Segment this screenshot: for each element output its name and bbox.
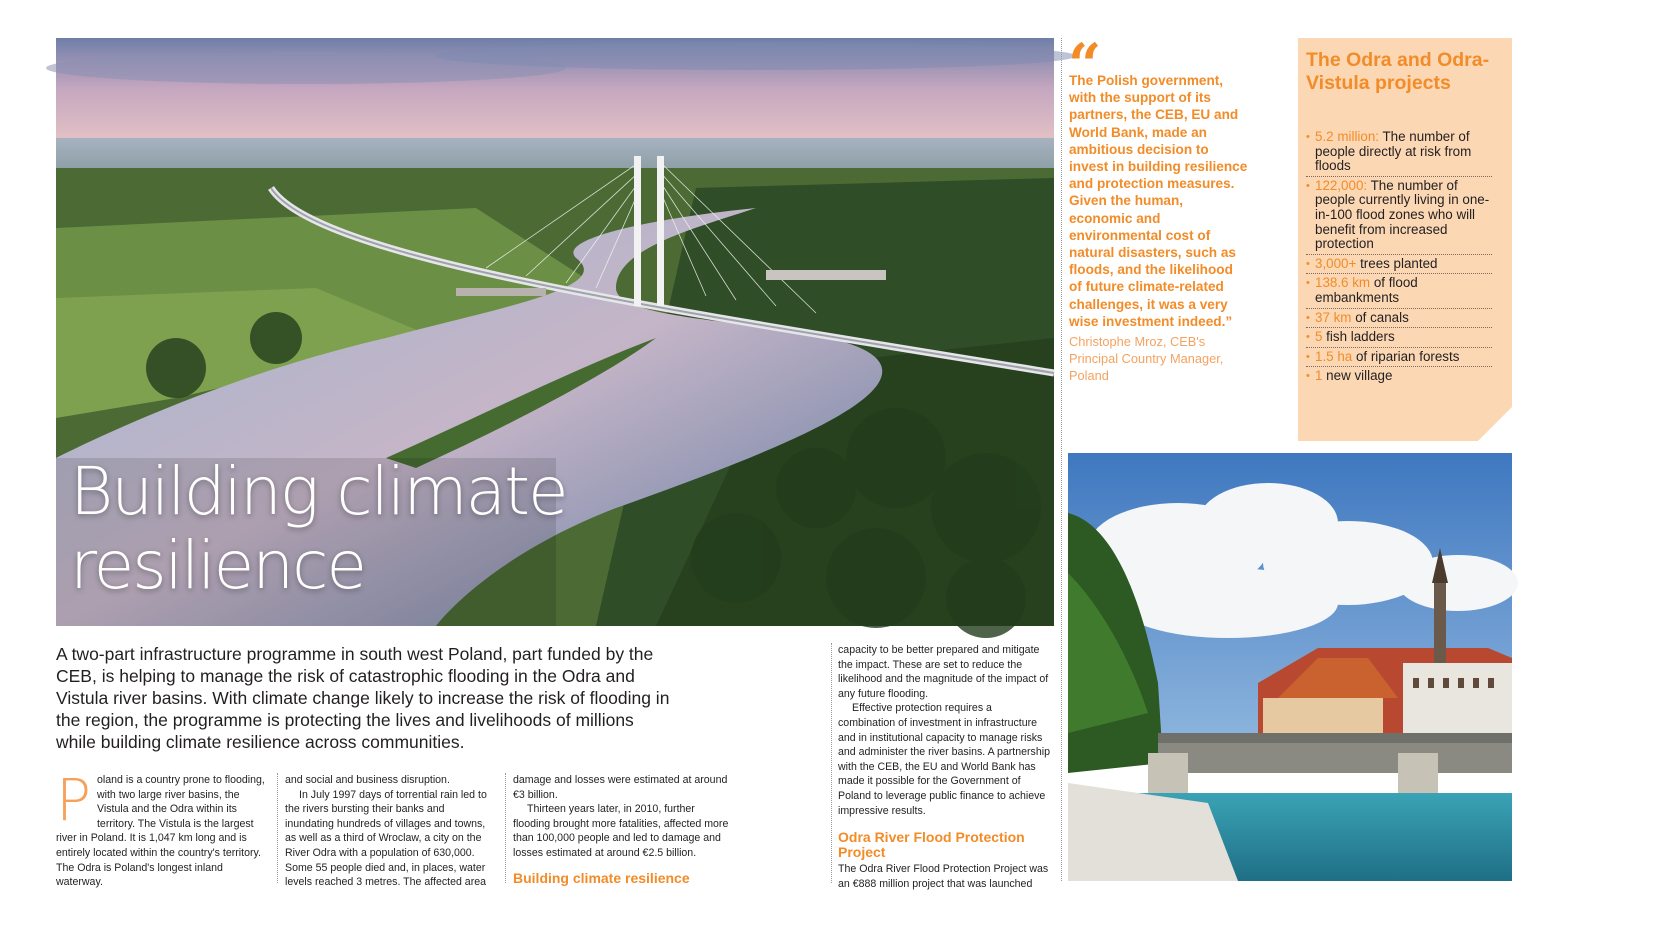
body-paragraph: damage and losses were estimated at around €3 billion. <box>513 774 728 801</box>
city-riverside-photo <box>1068 453 1512 881</box>
body-column-2 <box>285 773 493 889</box>
body-paragraph: capacity to be better prepared and mitigate the impact. These are set to reduce the likelihood and the magnitude of the impact of any future flooding. <box>838 644 1049 700</box>
body-paragraph: oland is a country prone to flooding, with two large river basins, the Vistula and the Odra within its territory. The Vistula is the largest river in Poland. It is 1,047 km long and is entirely located within the country's territory. The Odra is Poland's longest inland waterway. <box>56 774 265 889</box>
quote-attribution: Christophe Mroz, CEB's Principal Country Manager, Poland <box>1069 334 1224 383</box>
fact-text: fish ladders <box>1322 329 1395 345</box>
quote-mark-icon: “ <box>1068 31 1102 99</box>
body-paragraph: and social and business disruption. <box>285 774 450 786</box>
body-paragraph: In July 1997 days of torrential rain led to the rivers bursting their banks and inundating hundreds of villages and towns, as well as a third of Wroclaw, a city on the River Odra with a population of 630,000. Some 55 people died and, in places, water levels reached 3 metres. The affected area <box>285 788 487 889</box>
fact-value: 3,000+ <box>1315 255 1357 271</box>
fact-value: 37 km <box>1315 309 1352 325</box>
fact-item <box>1306 177 1492 255</box>
section-heading: Odra River Flood Protection Project <box>838 829 1025 861</box>
fact-value: 5 <box>1315 329 1323 345</box>
fact-text: The number of people directly at risk from floods <box>1315 129 1472 174</box>
wroclaw-bridge-image <box>1068 453 1512 881</box>
fact-item <box>1306 309 1492 329</box>
fact-list <box>1306 128 1492 386</box>
fact-value: 1 <box>1315 368 1323 384</box>
pull-quote: The Polish government, with the support of its partners, the CEB, EU and World Bank, made an ambitious decision to invest in building resilience and protection measures. Given the human, economic and environmental cost of natural disasters, such as floods, and the likelihood of future climate-related challenges, it was a very wise investment indeed.” <box>1069 73 1248 329</box>
fact-item <box>1306 367 1492 386</box>
sidebar-divider <box>1061 38 1062 881</box>
body-paragraph: Thirteen years later, in 2010, further flooding brought more fatalities, affected more than 100,000 people and led to damage and losses estimated at around €2.5 billion. <box>513 803 729 859</box>
fact-value: 1.5 ha <box>1315 348 1353 364</box>
body-column-3 <box>513 773 731 886</box>
fact-item <box>1306 274 1492 308</box>
fact-item <box>1306 328 1492 348</box>
fact-value: 5.2 million: <box>1315 129 1380 144</box>
fact-value: 122,000: <box>1315 177 1368 193</box>
fact-item <box>1306 348 1492 368</box>
fact-box-title: The Odra and Odra-Vistula projects <box>1306 49 1490 94</box>
section-heading: Building climate resilience <box>513 869 690 886</box>
fact-item <box>1306 128 1492 177</box>
fact-text: new village <box>1322 368 1393 384</box>
fact-text: of flood embankments <box>1315 275 1418 305</box>
fact-text: of riparian forests <box>1352 348 1460 364</box>
body-column-1 <box>56 766 268 889</box>
fact-item <box>1306 255 1492 275</box>
page-title: Building climate resilience <box>70 453 567 604</box>
drop-cap: P <box>56 766 91 834</box>
body-column-4 <box>838 643 1050 890</box>
fact-text: The number of people currently living in one-in-100 flood zones who will benefit from increased protection <box>1315 177 1490 252</box>
fact-box-corner <box>1478 407 1512 441</box>
column-divider <box>277 773 278 883</box>
body-paragraph: The Odra River Flood Protection Project was an €888 million project that was launched <box>838 863 1049 890</box>
fact-text: of canals <box>1351 309 1409 325</box>
column-divider <box>505 773 506 883</box>
fact-value: 138.6 km <box>1315 275 1371 291</box>
fact-text: trees planted <box>1356 255 1438 271</box>
body-paragraph: Effective protection requires a combination of investment in infrastructure and in institutional capacity to manage risks and administer the river basins. A partnership with the CEB, the EU and World Bank has made it possible for the Government of Poland to leverage public finance to achieve impressive results. <box>838 702 1050 817</box>
intro-paragraph: A two-part infrastructure programme in south west Poland, part funded by the CEB, is helping to manage the risk of catastrophic flooding in the Odra and Vistula river basins. With climate change likely to increase the risk of flooding in the region, the programme is protecting the lives and livelihoods of millions while building climate resilience across communities. <box>56 644 670 752</box>
column-divider <box>831 643 832 883</box>
